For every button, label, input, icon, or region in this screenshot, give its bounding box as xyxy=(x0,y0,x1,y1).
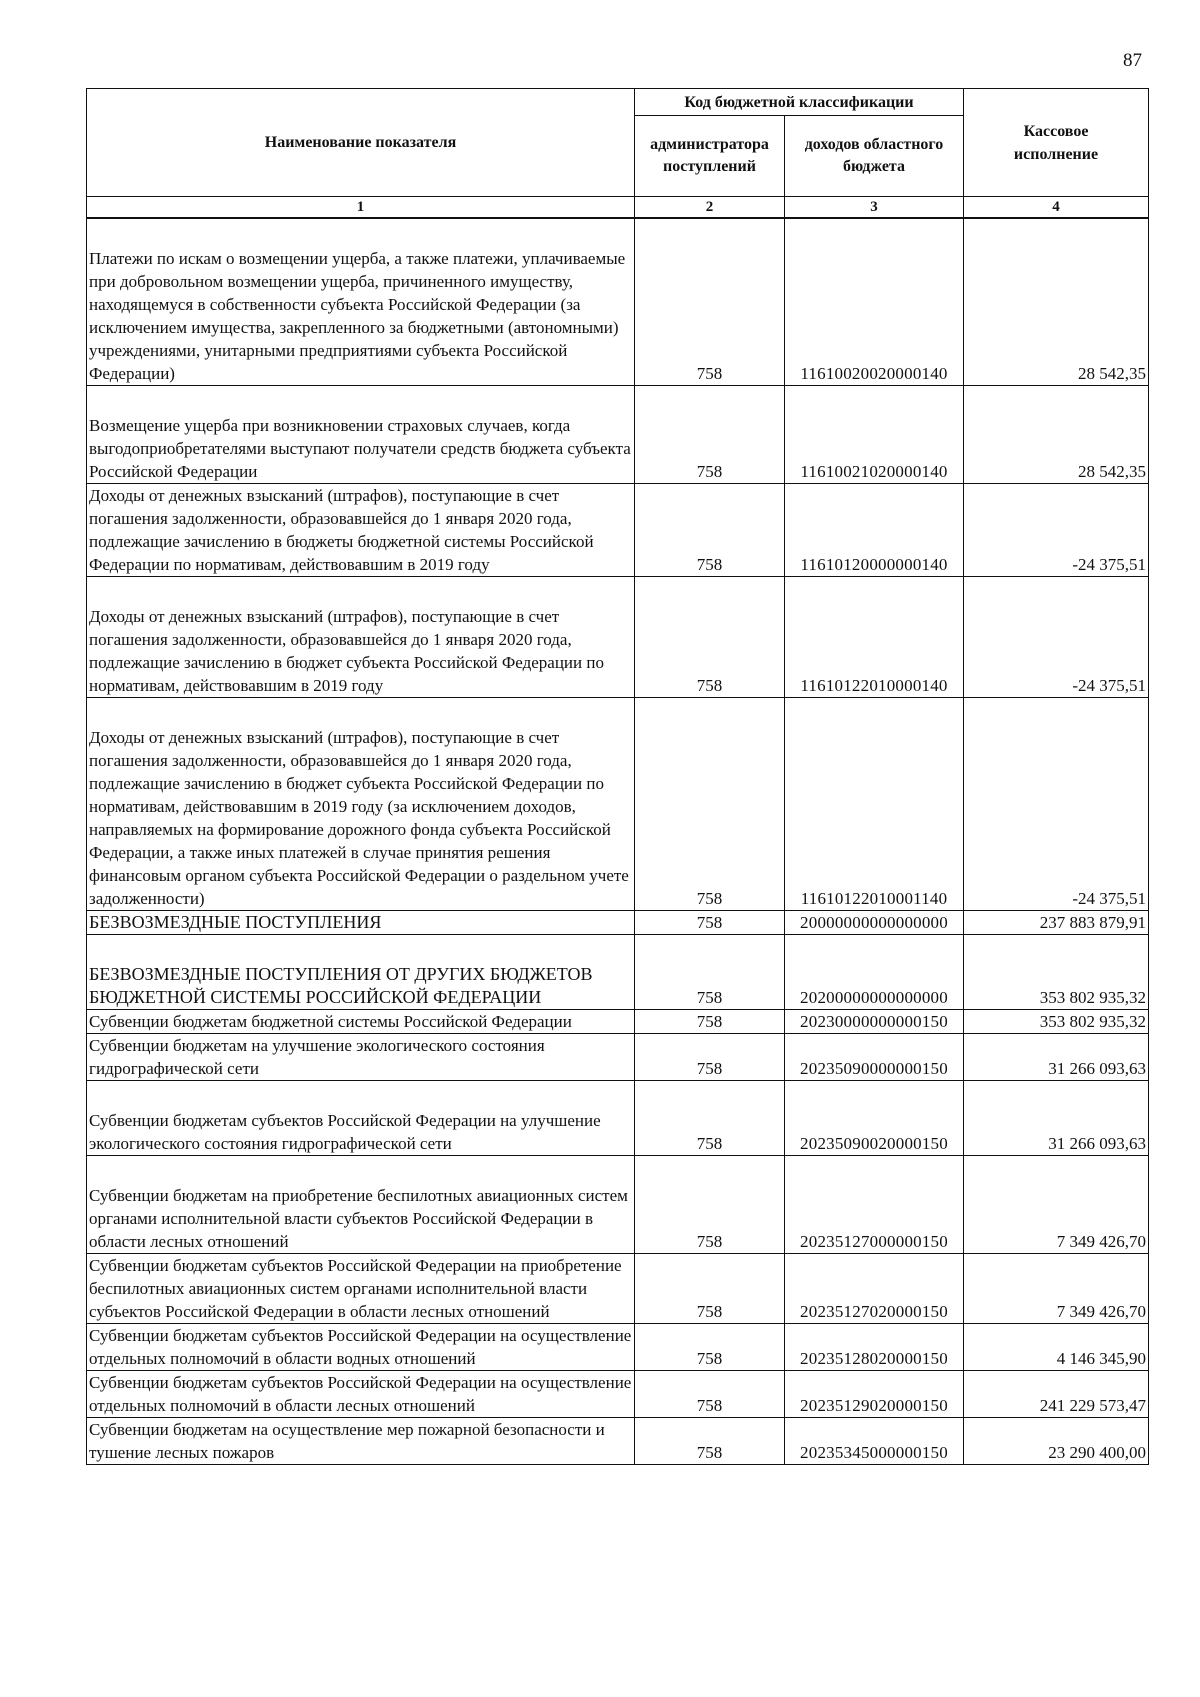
row-admin-code-cell: 758 xyxy=(635,1418,785,1465)
header-name-column: Наименование показателя xyxy=(87,89,635,197)
row-budget-code-cell: 11610020020000140 xyxy=(785,218,964,386)
row-budget-code-cell: 20000000000000000 xyxy=(785,911,964,935)
row-admin-code-cell: 758 xyxy=(635,386,785,484)
row-amount-cell: 353 802 935,32 xyxy=(964,1010,1149,1034)
page-number: 87 xyxy=(1123,50,1142,71)
table-row xyxy=(87,1371,1149,1418)
row-budget-code-cell: 20235127000000150 xyxy=(785,1156,964,1254)
column-number: 2 xyxy=(635,197,785,219)
row-name-cell: БЕЗВОЗМЕЗДНЫЕ ПОСТУПЛЕНИЯ xyxy=(87,911,635,935)
row-admin-code-cell: 758 xyxy=(635,1254,785,1324)
table-header xyxy=(87,89,1149,219)
row-amount-cell: 31 266 093,63 xyxy=(964,1081,1149,1156)
row-name-cell: Субвенции бюджетам на осуществление мер пожарной безопасности и тушение лесных пожаров xyxy=(87,1418,635,1465)
row-admin-code-cell: 758 xyxy=(635,698,785,911)
budget-report-table xyxy=(86,88,1149,1465)
table-row xyxy=(87,935,1149,1010)
row-name-cell: Субвенции бюджетам на улучшение экологического состояния гидрографической сети xyxy=(87,1034,635,1081)
row-name-cell: Платежи по искам о возмещении ущерба, а также платежи, уплачиваемые при добровольном возмещении ущерба, причиненного имуществу, находящемуся в собственности субъекта Российской Федерации (за исключением имущества, закрепленного за бюджетными (автономными) учреждениями, унитарными предприятиями субъекта Российской Федерации) xyxy=(87,218,635,386)
row-admin-code-cell: 758 xyxy=(635,1371,785,1418)
row-budget-code-cell: 11610122010000140 xyxy=(785,577,964,698)
table-row xyxy=(87,577,1149,698)
row-name-cell: Субвенции бюджетам субъектов Российской Федерации на осуществление отдельных полномочий в области лесных отношений xyxy=(87,1371,635,1418)
row-name-cell: Субвенции бюджетам субъектов Российской Федерации на приобретение беспилотных авиационных систем органами исполнительной власти субъектов Российской Федерации в области лесных отношений xyxy=(87,1254,635,1324)
table-row xyxy=(87,1034,1149,1081)
header-code-group: Код бюджетной классификации xyxy=(635,89,964,116)
row-amount-cell: -24 375,51 xyxy=(964,577,1149,698)
row-admin-code-cell: 758 xyxy=(635,911,785,935)
row-amount-cell: 4 146 345,90 xyxy=(964,1324,1149,1371)
table-row xyxy=(87,218,1149,386)
row-budget-code-cell: 11610021020000140 xyxy=(785,386,964,484)
table-row xyxy=(87,911,1149,935)
row-budget-code-cell: 20235127020000150 xyxy=(785,1254,964,1324)
table-row xyxy=(87,1081,1149,1156)
row-amount-cell: 241 229 573,47 xyxy=(964,1371,1149,1418)
row-amount-cell: 7 349 426,70 xyxy=(964,1254,1149,1324)
row-admin-code-cell: 758 xyxy=(635,1081,785,1156)
row-admin-code-cell: 758 xyxy=(635,218,785,386)
header-admin-column: администратора поступлений xyxy=(635,116,785,197)
row-budget-code-cell: 20235129020000150 xyxy=(785,1371,964,1418)
row-name-cell: Доходы от денежных взысканий (штрафов), поступающие в счет погашения задолженности, образовавшейся до 1 января 2020 года, подлежащие зачислению в бюджет субъекта Российской Федерации по нормативам, действовавшим в 2019 году xyxy=(87,577,635,698)
row-admin-code-cell: 758 xyxy=(635,1324,785,1371)
table-body xyxy=(87,218,1149,1465)
row-admin-code-cell: 758 xyxy=(635,1034,785,1081)
row-name-cell: Субвенции бюджетам субъектов Российской Федерации на улучшение экологического состояния гидрографической сети xyxy=(87,1081,635,1156)
row-admin-code-cell: 758 xyxy=(635,1156,785,1254)
row-budget-code-cell: 11610122010001140 xyxy=(785,698,964,911)
table-row xyxy=(87,1010,1149,1034)
row-budget-code-cell: 20235090000000150 xyxy=(785,1034,964,1081)
row-name-cell: Доходы от денежных взысканий (штрафов), поступающие в счет погашения задолженности, образовавшейся до 1 января 2020 года, подлежащие зачислению в бюджет субъекта Российской Федерации по нормативам, действовавшим в 2019 году (за исключением доходов, направляемых на формирование дорожного фонда субъекта Российской Федерации, а также иных платежей в случае принятия решения финансовым органом субъекта Российской Федерации о раздельном учете задолженности) xyxy=(87,698,635,911)
column-number: 1 xyxy=(87,197,635,219)
row-amount-cell: 28 542,35 xyxy=(964,218,1149,386)
table-row xyxy=(87,1324,1149,1371)
row-budget-code-cell: 20230000000000150 xyxy=(785,1010,964,1034)
table-row xyxy=(87,1418,1149,1465)
row-name-cell: Субвенции бюджетам бюджетной системы Российской Федерации xyxy=(87,1010,635,1034)
table-row xyxy=(87,484,1149,577)
row-budget-code-cell: 20200000000000000 xyxy=(785,935,964,1010)
row-admin-code-cell: 758 xyxy=(635,1010,785,1034)
table-row xyxy=(87,1156,1149,1254)
row-budget-code-cell: 11610120000000140 xyxy=(785,484,964,577)
row-name-cell: Субвенции бюджетам субъектов Российской Федерации на осуществление отдельных полномочий в области водных отношений xyxy=(87,1324,635,1371)
table-row xyxy=(87,698,1149,911)
row-name-cell: Возмещение ущерба при возникновении страховых случаев, когда выгодоприобретателями выступают получатели средств бюджета субъекта Российской Федерации xyxy=(87,386,635,484)
row-amount-cell: 7 349 426,70 xyxy=(964,1156,1149,1254)
row-amount-cell: 31 266 093,63 xyxy=(964,1034,1149,1081)
row-amount-cell: 28 542,35 xyxy=(964,386,1149,484)
row-amount-cell: 237 883 879,91 xyxy=(964,911,1149,935)
row-budget-code-cell: 20235090020000150 xyxy=(785,1081,964,1156)
row-amount-cell: 353 802 935,32 xyxy=(964,935,1149,1010)
row-budget-code-cell: 20235128020000150 xyxy=(785,1324,964,1371)
header-execution-column: Кассовое исполнение xyxy=(964,89,1149,197)
row-name-cell: БЕЗВОЗМЕЗДНЫЕ ПОСТУПЛЕНИЯ ОТ ДРУГИХ БЮДЖЕТОВ БЮДЖЕТНОЙ СИСТЕМЫ РОССИЙСКОЙ ФЕДЕРАЦИИ xyxy=(87,935,635,1010)
row-admin-code-cell: 758 xyxy=(635,935,785,1010)
table-row xyxy=(87,386,1149,484)
row-admin-code-cell: 758 xyxy=(635,577,785,698)
row-amount-cell: -24 375,51 xyxy=(964,698,1149,911)
row-name-cell: Доходы от денежных взысканий (штрафов), поступающие в счет погашения задолженности, образовавшейся до 1 января 2020 года, подлежащие зачислению в бюджеты бюджетной системы Российской Федерации по нормативам, действовавшим в 2019 году xyxy=(87,484,635,577)
row-admin-code-cell: 758 xyxy=(635,484,785,577)
row-amount-cell: -24 375,51 xyxy=(964,484,1149,577)
table-row xyxy=(87,1254,1149,1324)
header-income-column: доходов областного бюджета xyxy=(785,116,964,197)
row-budget-code-cell: 20235345000000150 xyxy=(785,1418,964,1465)
column-number: 3 xyxy=(785,197,964,219)
row-amount-cell: 23 290 400,00 xyxy=(964,1418,1149,1465)
row-name-cell: Субвенции бюджетам на приобретение беспилотных авиационных систем органами исполнительной власти субъектов Российской Федерации в области лесных отношений xyxy=(87,1156,635,1254)
column-number: 4 xyxy=(964,197,1149,219)
